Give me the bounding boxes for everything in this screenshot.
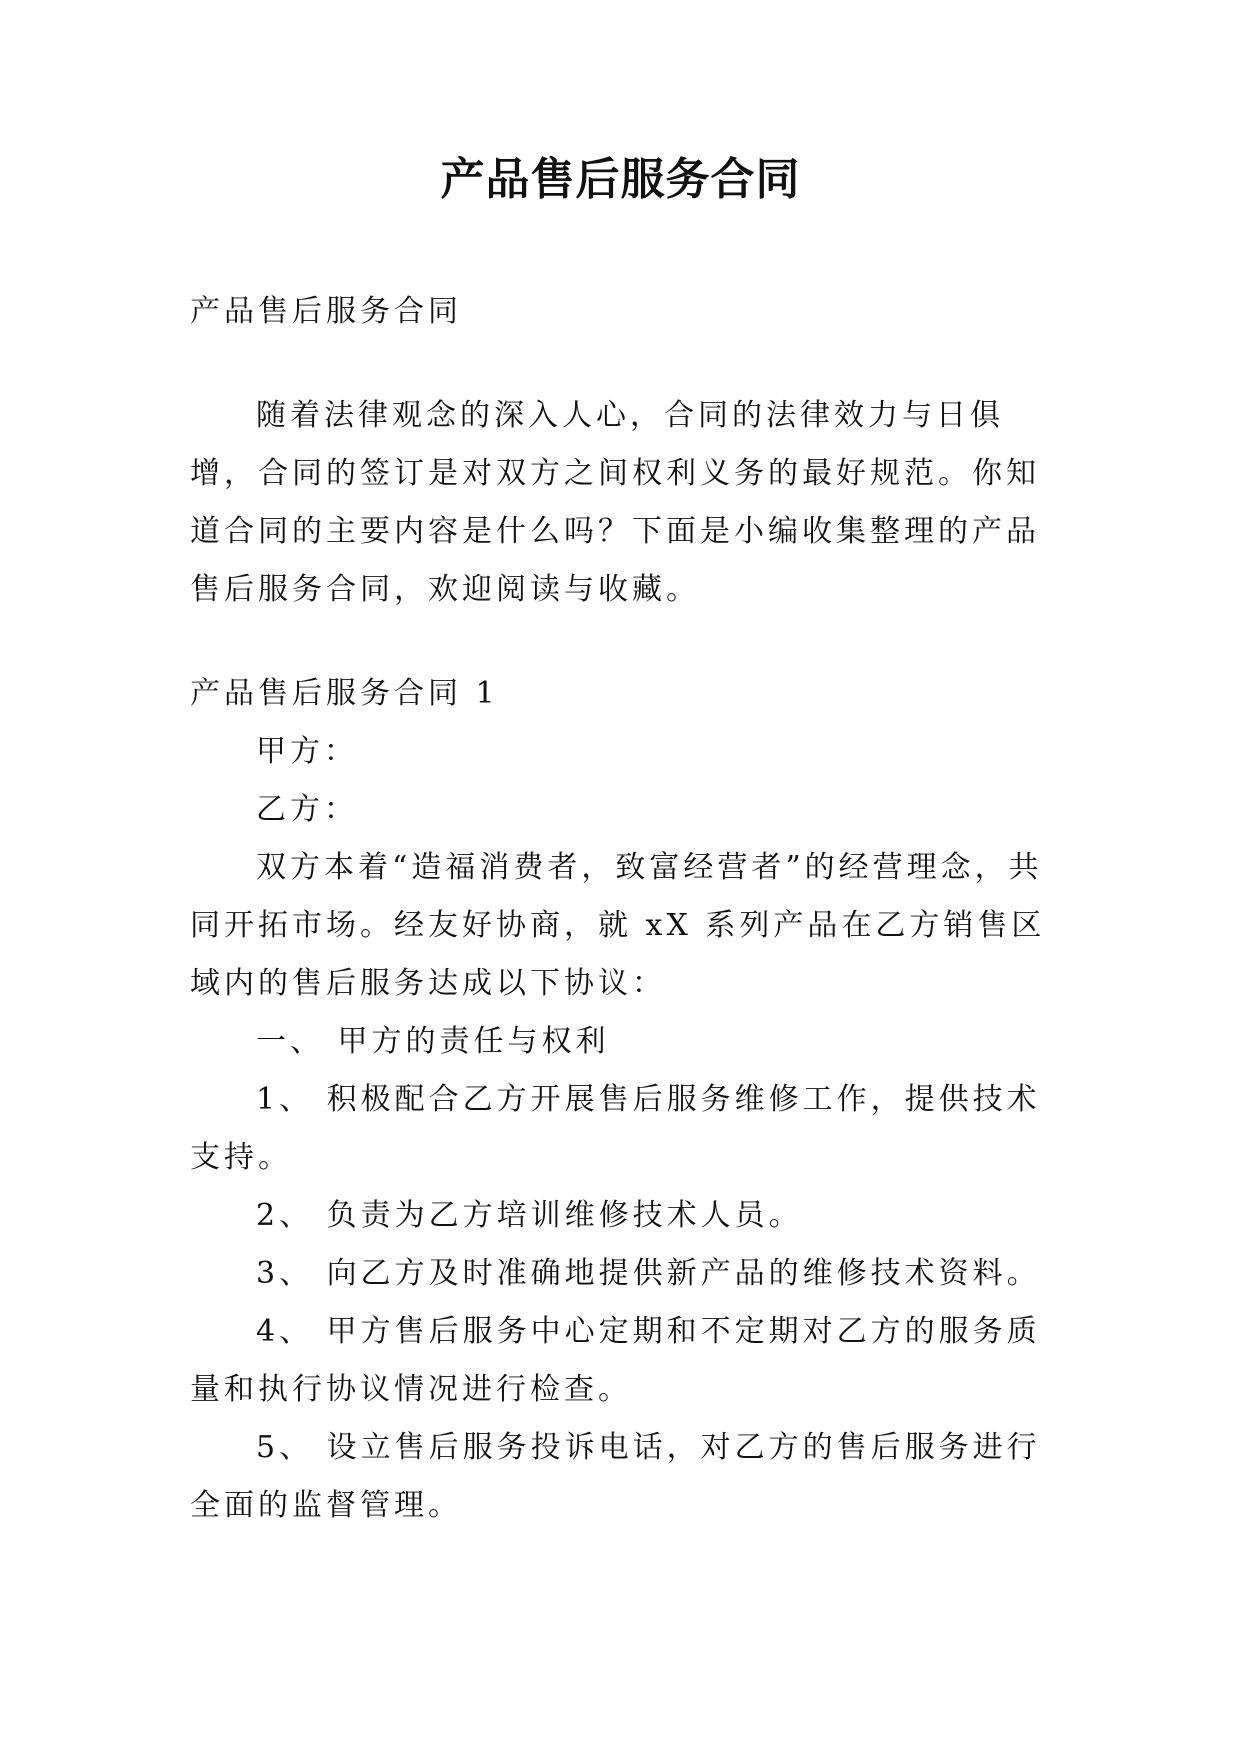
section-heading: 产品售后服务合同 1 (190, 676, 499, 711)
clause-item: 1、 积极配合乙方开展售后服务维修工作，提供技术支持。 (190, 1082, 1041, 1175)
preamble-paragraph: 双方本着“造福消费者，致富经营者”的经营理念，共同开拓市场。经友好协商，就 xX 系列产品在乙方销售区域内的售后服务达成以下协议： (190, 850, 1046, 1001)
paragraph-spacer (190, 341, 1060, 387)
clause-item: 5、 设立售后服务投诉电话，对乙方的售后服务进行全面的监督管理。 (190, 1430, 1041, 1523)
document-subtitle: 产品售后服务合同 (190, 294, 462, 329)
party-a-label: 甲方： (256, 734, 358, 769)
clause-item: 3、 向乙方及时准确地提供新产品的维修技术资料。 (256, 1256, 1041, 1291)
document-body (190, 283, 1060, 1535)
paragraph-spacer (190, 619, 1060, 665)
clause-heading: 一、 甲方的责任与权利 (256, 1024, 610, 1059)
intro-paragraph: 随着法律观念的深入人心，合同的法律效力与日俱增，合同的签订是对双方之间权利义务的最好规范。你知道合同的主要内容是什么吗？下面是小编收集整理的产品售后服务合同，欢迎阅读与收藏。 (190, 398, 1040, 607)
party-b-label: 乙方： (256, 792, 358, 827)
clause-item: 2、 负责为乙方培训维修技术人员。 (256, 1198, 803, 1233)
clause-item: 4、 甲方售后服务中心定期和不定期对乙方的服务质量和执行协议情况进行检查。 (190, 1314, 1041, 1407)
document-title: 产品售后服务合同 (440, 154, 801, 205)
